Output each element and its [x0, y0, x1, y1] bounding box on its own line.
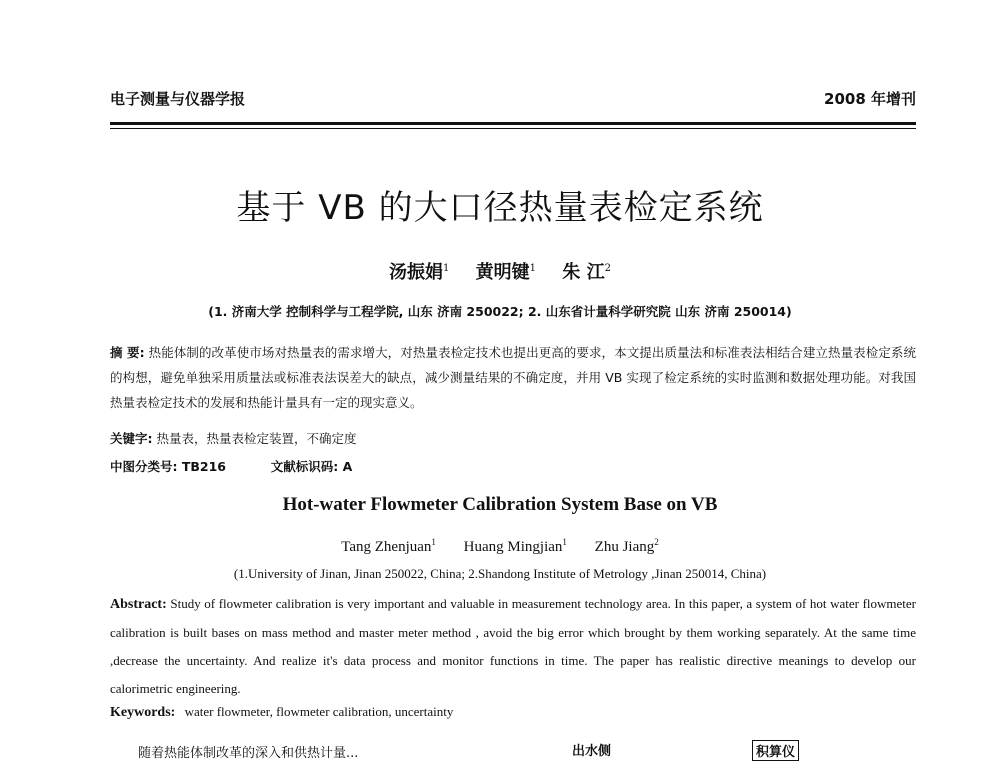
english-abstract: [110, 590, 916, 703]
cn-author-1: 汤振娟$^1$: [389, 262, 450, 283]
en-abstract-label: Abstract:: [110, 597, 167, 612]
cn-keywords-text: 热量表，热量表检定装置，不确定度: [156, 431, 357, 446]
doc-code-value: A: [342, 459, 353, 474]
en-author-1: Tang Zhenjuan$^1$: [341, 537, 436, 555]
english-title: Hot-water Flowmeter Calibration System Base on VB: [282, 494, 718, 515]
class-label: 中图分类号:: [110, 459, 178, 474]
header-rule-thick: [110, 122, 916, 125]
en-keywords-text: water flowmeter, flowmeter calibration, uncertainty: [184, 704, 454, 719]
cn-abstract-label: 摘 要:: [110, 345, 145, 360]
figure-label-integrator: 积算仪: [752, 740, 799, 761]
doc-code-label: 文献标识码:: [270, 459, 339, 474]
chinese-affiliation: (1. 济南大学 控制科学与工程学院, 山东 济南 250022; 2. 山东省计量科学研究院 山东 济南 250014): [208, 304, 792, 319]
cn-author-3: 朱 江$^2$: [562, 262, 611, 283]
running-header: [110, 88, 916, 112]
issue-label: 2008 年增刊: [824, 90, 916, 108]
english-authors: [0, 537, 1000, 556]
cn-abstract-text: 热能体制的改革使市场对热量表的需求增大，对热量表检定技术也提出更高的要求，本文提出质量法和标准表法相结合建立热量表检定系统的构想，避免单独采用质量法或标准表法误差大的缺点，减少测量结果的不确定度，并用 VB 实现了检定系统的实时监测和数据处理功能。对我国热量表检定技术的发展和热能计量具有一定的现实意义。: [110, 345, 916, 410]
journal-name: 电子测量与仪器学报: [110, 90, 246, 108]
en-keywords-label: Keywords:: [110, 705, 176, 720]
en-abstract-text: Study of flowmeter calibration is very important and valuable in measurement technology area. In this paper, a system of hot water flowmeter calibration is built bases on mass method and master meter method , avoid the big error which brought by them working separately. At the same time ,decrease the uncertainty. And realize it's data process and monitor functions in time. The paper has realistic directive meanings to develop our calorimetric engineering.: [110, 596, 916, 696]
chinese-title: 基于 VB 的大口径热量表检定系统: [236, 188, 764, 228]
header-rule-thin: [110, 128, 916, 129]
en-author-3: Zhu Jiang$^2$: [594, 537, 659, 555]
en-author-2: Huang Mingjian$^1$: [463, 537, 567, 555]
cn-keywords-label: 关键字:: [110, 431, 153, 446]
cn-author-2: 黄明键$^1$: [475, 262, 537, 283]
classification-line: [110, 457, 916, 475]
english-affiliation: (1.University of Jinan, Jinan 250022, China; 2.Shandong Institute of Metrology ,Jinan 250014, China): [233, 566, 767, 581]
chinese-authors: [0, 258, 1000, 284]
body-text-start: 随着热能体制改革的深入和供热计量...: [138, 746, 359, 761]
chinese-keywords: [110, 429, 916, 447]
chinese-abstract: [110, 340, 916, 415]
class-value: TB216: [181, 459, 227, 474]
figure-label-outlet: 出水侧: [572, 744, 612, 759]
english-keywords: [110, 704, 916, 721]
